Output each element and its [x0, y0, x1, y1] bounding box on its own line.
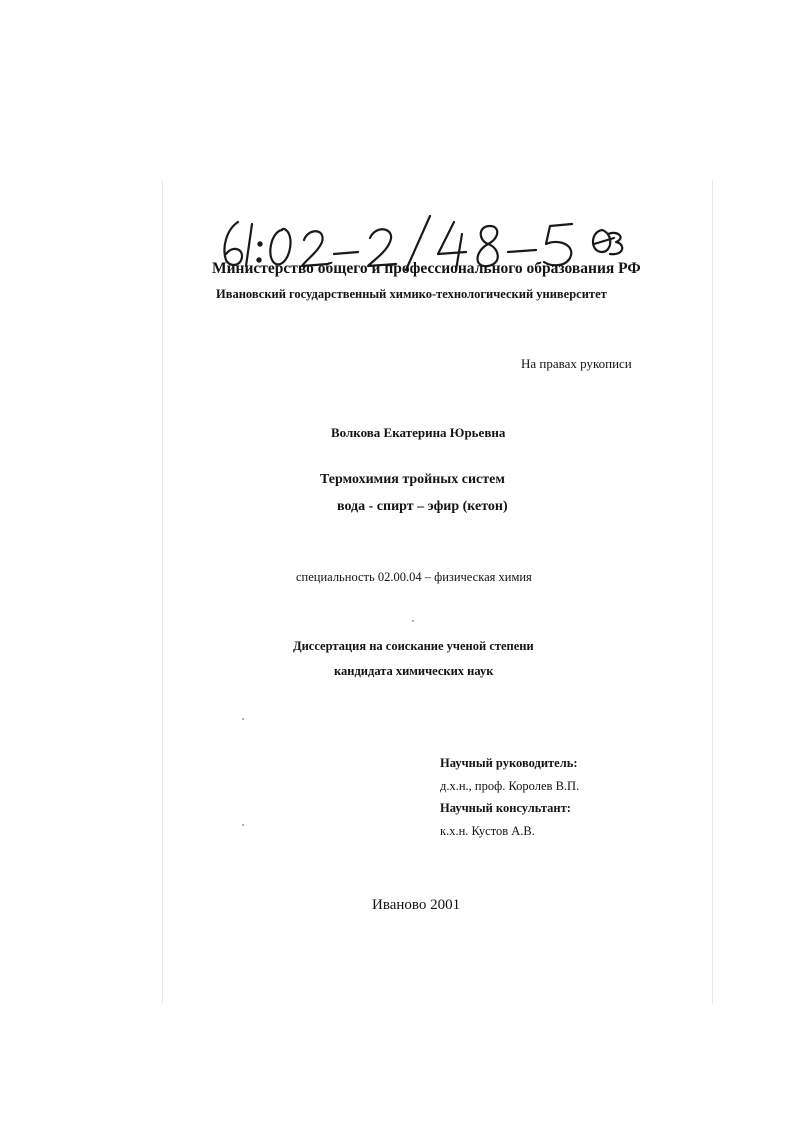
- consultant-heading: Научный консультант:: [440, 801, 571, 815]
- dissertation-title-line-1: Термохимия тройных систем: [320, 472, 505, 487]
- supervisor-name: д.х.н., проф. Королев В.П.: [440, 779, 580, 793]
- supervisor-heading: Научный руководитель:: [440, 756, 578, 770]
- specialty-line: специальность 02.00.04 – физическая химия: [296, 570, 532, 584]
- scan-speck: [242, 824, 244, 826]
- degree-line-1: Диссертация на соискание ученой степени: [293, 639, 534, 653]
- university-heading: Ивановский государственный химико-технологический университет: [216, 287, 607, 301]
- city-year: Иваново 2001: [372, 897, 461, 913]
- consultant-name: к.х.н. Кустов А.В.: [440, 824, 535, 838]
- degree-line-2: кандидата химических наук: [334, 664, 494, 678]
- author-name: Волкова Екатерина Юрьевна: [331, 425, 506, 440]
- scan-speck: [412, 620, 414, 622]
- dissertation-title-line-2: вода - спирт – эфир (кетон): [337, 499, 508, 514]
- scan-speck: [242, 718, 244, 720]
- manuscript-rights-note: На правах рукописи: [521, 356, 632, 371]
- scan-edge-right: [712, 180, 713, 1004]
- scan-edge-left: [162, 180, 163, 1004]
- ministry-heading: Министерство общего и профессионального образования РФ: [212, 260, 641, 277]
